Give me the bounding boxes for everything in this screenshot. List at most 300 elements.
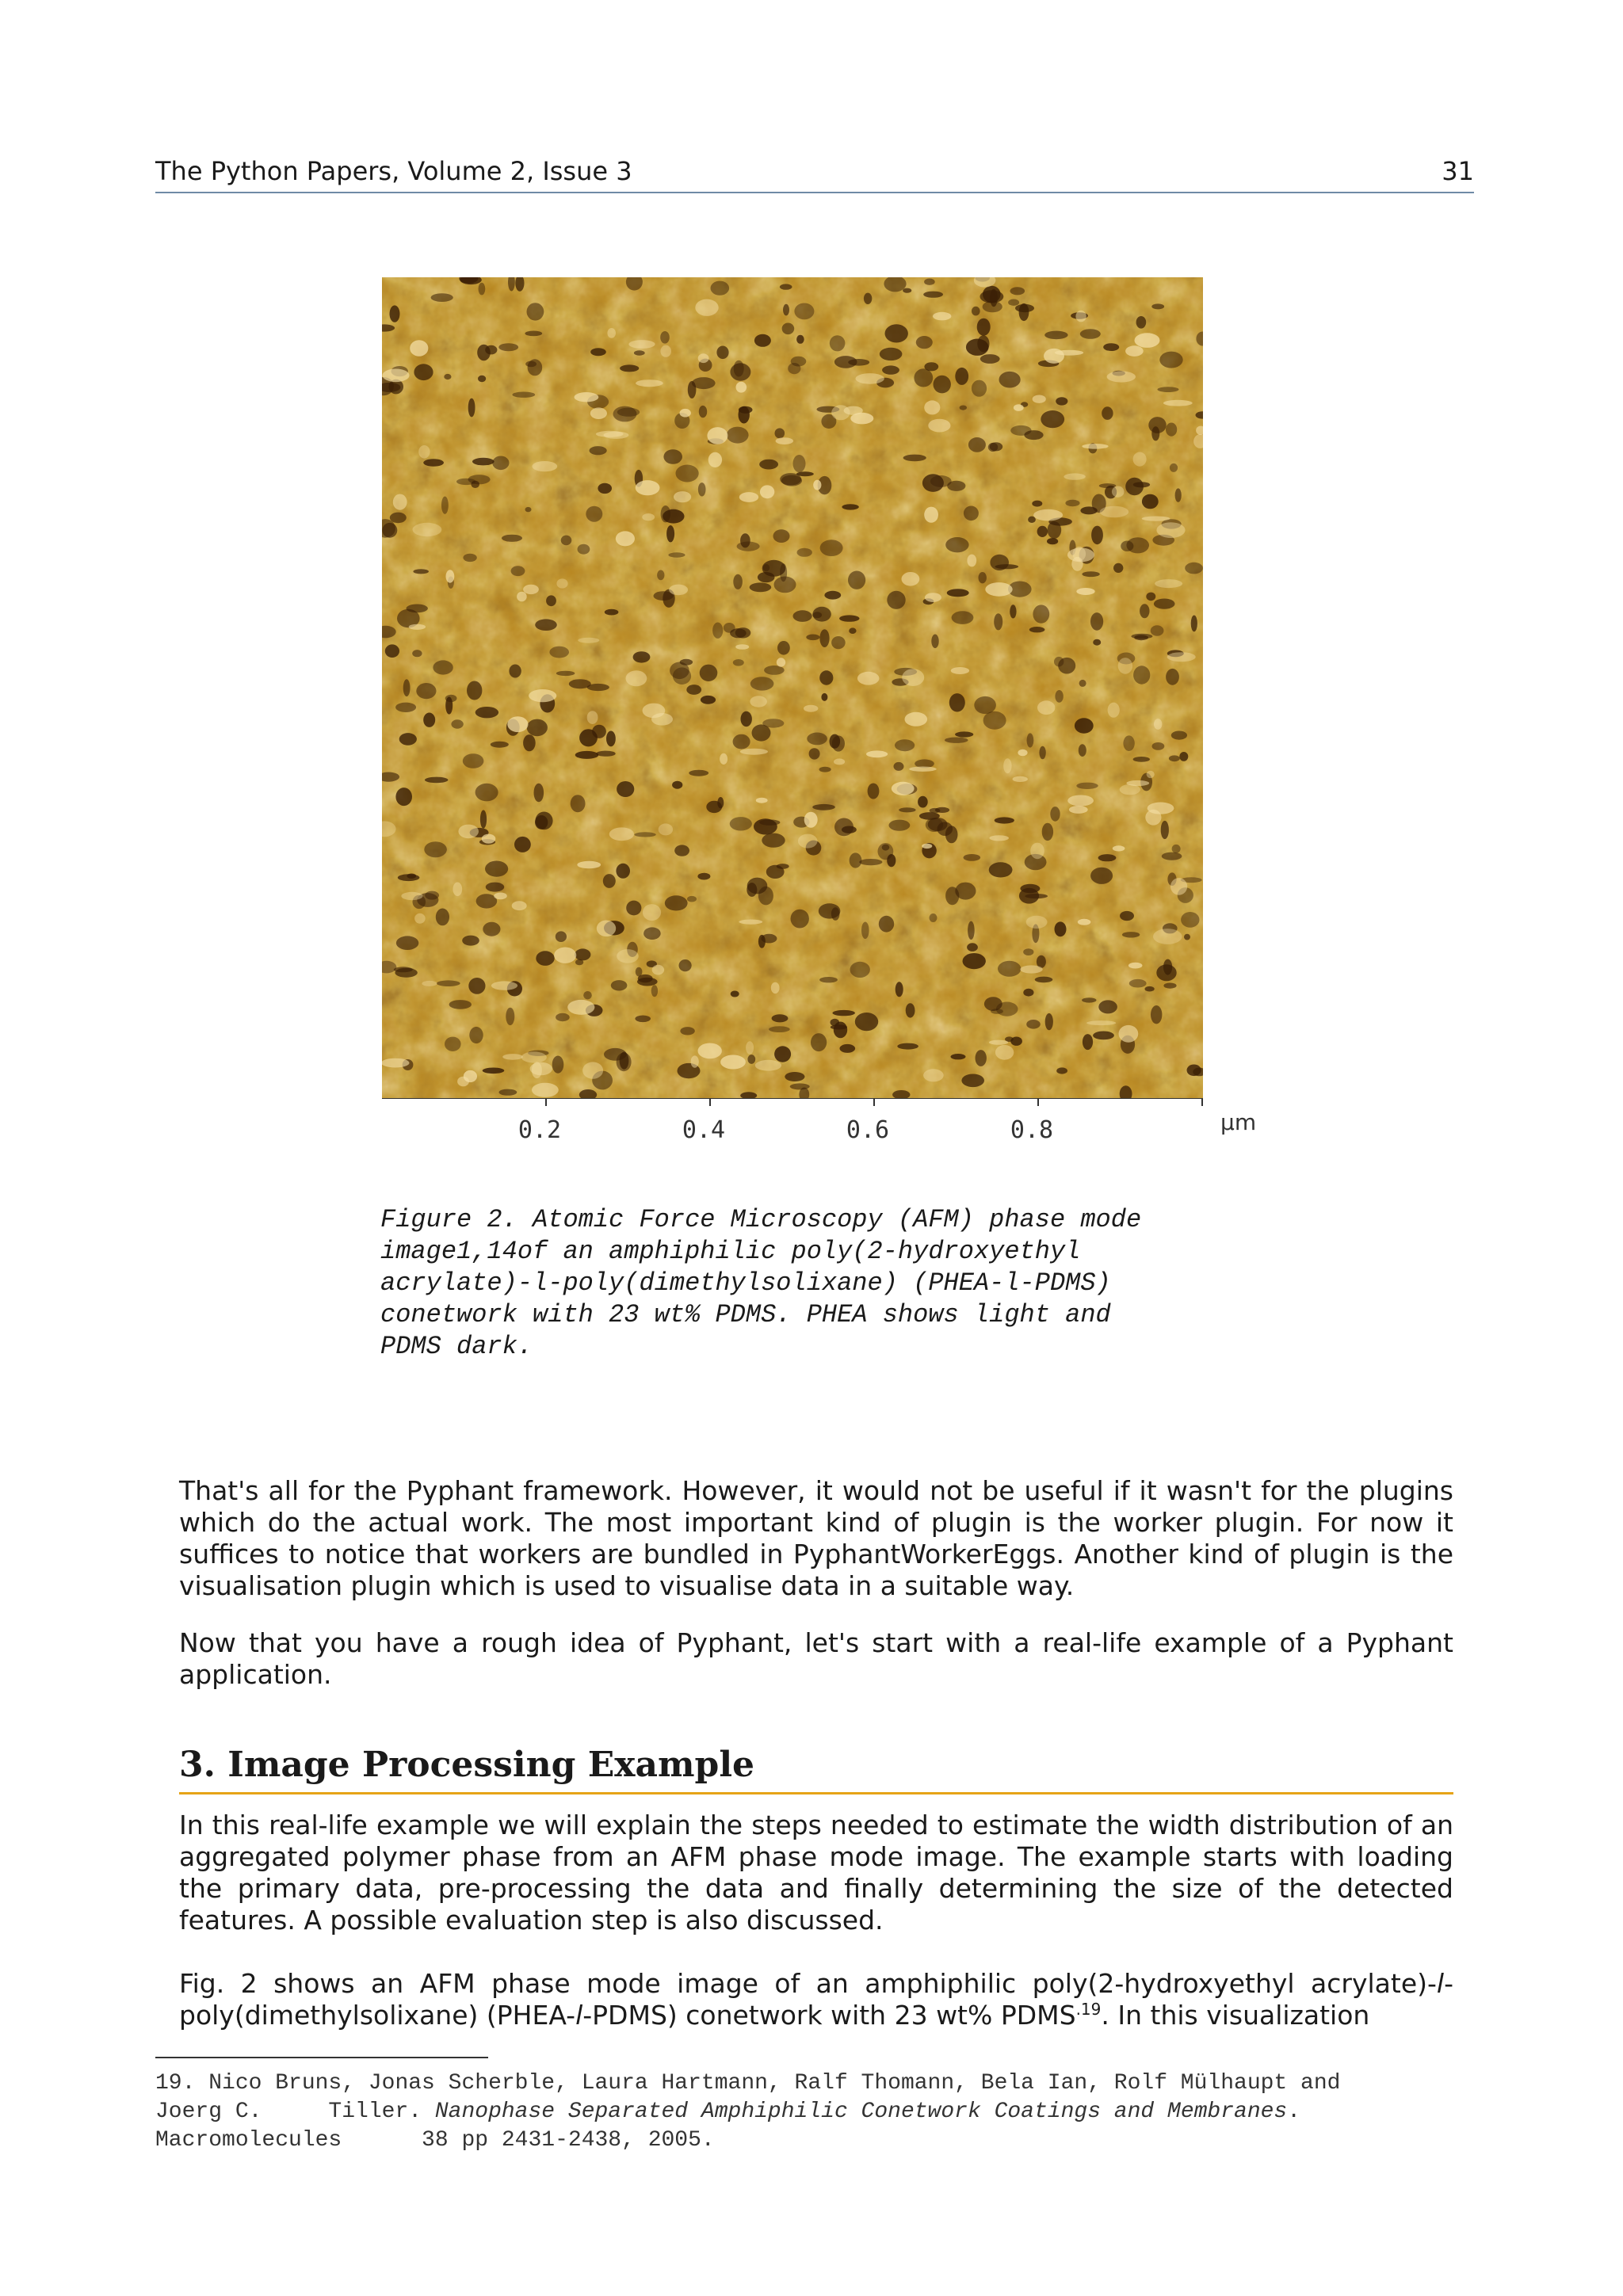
phea-highlight xyxy=(1108,703,1120,718)
pdms-domain xyxy=(661,505,670,522)
running-header xyxy=(155,154,1474,193)
pdms-domain xyxy=(605,609,619,616)
pdms-domain xyxy=(916,336,933,349)
phea-highlight xyxy=(1030,843,1044,860)
pdms-domain xyxy=(924,279,935,285)
phea-highlight xyxy=(410,340,428,357)
phea-highlight xyxy=(1113,845,1125,851)
phea-highlight xyxy=(382,369,409,383)
pdms-domain xyxy=(819,767,831,772)
pdms-domain xyxy=(730,817,752,830)
pdms-domain xyxy=(416,683,436,699)
pdms-domain xyxy=(1023,989,1033,997)
pdms-domain xyxy=(1029,627,1045,632)
phea-highlight xyxy=(652,965,664,975)
pdms-domain xyxy=(914,368,933,387)
pdms-domain xyxy=(1151,1005,1162,1024)
pdms-domain xyxy=(692,377,716,389)
pdms-domain xyxy=(1129,979,1147,988)
pdms-domain xyxy=(1041,410,1064,428)
pdms-domain xyxy=(525,331,542,337)
text-run: . In this visualization xyxy=(1101,2000,1370,2031)
pdms-domain xyxy=(413,569,429,574)
pdms-domain xyxy=(700,665,718,681)
phea-highlight xyxy=(813,480,821,490)
pdms-domain xyxy=(660,331,670,344)
pdms-domain xyxy=(475,784,498,802)
pdms-domain xyxy=(899,807,915,812)
phea-highlight xyxy=(532,461,557,471)
phea-highlight xyxy=(1064,473,1085,479)
pdms-domain xyxy=(976,1050,987,1066)
footnote-ref-19[interactable]: .19 xyxy=(1075,2000,1102,2019)
phea-highlight xyxy=(1055,350,1083,356)
phea-highlight xyxy=(1112,486,1125,498)
pdms-domain xyxy=(839,615,859,621)
phea-highlight xyxy=(924,400,940,414)
phea-highlight xyxy=(604,432,629,439)
pdms-domain xyxy=(534,784,544,803)
phea-highlight xyxy=(798,834,818,849)
pdms-domain xyxy=(849,627,856,634)
pdms-domain xyxy=(741,711,752,727)
pdms-domain xyxy=(864,293,872,304)
phea-highlight xyxy=(909,767,937,772)
pdms-domain xyxy=(590,348,606,356)
phea-highlight xyxy=(507,716,528,732)
pdms-domain xyxy=(1140,604,1149,618)
pdms-domain xyxy=(525,507,532,512)
pdms-domain xyxy=(1023,948,1033,955)
phea-highlight xyxy=(556,578,567,588)
phea-highlight xyxy=(642,513,655,521)
pdms-domain xyxy=(1055,921,1067,936)
pdms-domain xyxy=(536,951,554,966)
pdms-domain xyxy=(571,795,586,812)
pdms-domain xyxy=(1184,934,1190,940)
pdms-domain xyxy=(412,650,422,657)
pdms-domain xyxy=(689,770,708,776)
pdms-domain xyxy=(759,460,778,470)
phea-highlight xyxy=(1133,452,1147,467)
pdms-domain xyxy=(762,719,784,727)
tick-label-0.8: 0.8 xyxy=(1010,1116,1054,1144)
phea-highlight xyxy=(587,711,598,724)
pdms-domain xyxy=(414,364,433,380)
pdms-domain xyxy=(468,399,475,418)
pdms-domain xyxy=(385,644,399,658)
pdms-domain xyxy=(467,681,482,700)
text-run: Fig. 2 shows an AFM phase mode image of an amphiphilic poly(2-hydroxyethyl acrylate)- xyxy=(179,1968,1437,1999)
pdms-domain xyxy=(850,852,862,868)
pdms-domain xyxy=(395,968,417,978)
pdms-domain xyxy=(855,1013,878,1031)
pdms-domain xyxy=(634,832,655,837)
pdms-domain xyxy=(819,629,829,647)
pdms-domain xyxy=(1122,932,1140,937)
phea-highlight xyxy=(804,705,818,712)
pdms-domain xyxy=(972,380,987,397)
pdms-domain xyxy=(1142,494,1159,509)
pdms-domain xyxy=(769,1026,790,1032)
phea-highlight xyxy=(523,585,539,594)
pdms-domain xyxy=(777,864,789,869)
pdms-domain xyxy=(1010,425,1031,436)
afm-texture xyxy=(382,277,1203,1098)
pdms-domain xyxy=(739,406,750,424)
pdms-domain xyxy=(556,671,575,676)
pdms-domain xyxy=(423,713,435,727)
pdms-domain xyxy=(780,284,792,289)
phea-highlight xyxy=(933,312,951,321)
pdms-domain xyxy=(963,953,986,969)
pdms-domain xyxy=(390,305,400,322)
pdms-domain xyxy=(441,497,449,514)
paragraph-framework: That's all for the Pyphant framework. However, it would not be useful if it wasn't for the plugins which do the actual work. The most important kind of plugin is the worker plugin. For now it suffices to notice that workers are bundled in PyphantWorkerEggs. Another kind of plugin is the visualisation plugin which is used to visualise data in a suitable way. xyxy=(179,1475,1453,1601)
pdms-domain xyxy=(396,936,418,950)
pdms-domain xyxy=(782,323,795,335)
pdms-domain xyxy=(861,922,869,940)
pdms-domain xyxy=(676,465,699,482)
pdms-domain xyxy=(1151,303,1164,309)
pdms-domain xyxy=(882,845,890,851)
pdms-domain xyxy=(502,535,522,542)
pdms-domain xyxy=(1026,1020,1041,1029)
phea-highlight xyxy=(494,893,507,900)
phea-highlight xyxy=(923,1069,944,1081)
pdms-domain xyxy=(1102,406,1113,420)
footnote-article-title: Nanophase Separated Amphiphilic Conetwork Coatings and Membranes xyxy=(434,2100,1288,2124)
pdms-domain xyxy=(509,665,521,678)
phea-highlight xyxy=(401,892,422,900)
pdms-domain xyxy=(918,796,928,808)
pdms-domain xyxy=(797,548,812,557)
phea-highlight xyxy=(575,392,599,402)
pdms-domain xyxy=(398,874,420,881)
tick-label-0.6: 0.6 xyxy=(846,1116,890,1144)
pdms-domain xyxy=(1010,605,1016,618)
pdms-domain xyxy=(820,540,843,556)
pdms-domain xyxy=(657,570,664,581)
pdms-domain xyxy=(952,611,974,624)
phea-highlight xyxy=(1067,795,1094,807)
pdms-domain xyxy=(468,475,491,484)
pdms-domain xyxy=(793,455,806,472)
pdms-domain xyxy=(809,748,820,759)
pdms-domain xyxy=(1010,1037,1022,1046)
phea-highlight xyxy=(1125,345,1144,357)
phea-highlight xyxy=(951,667,969,674)
pdms-domain xyxy=(472,458,495,466)
phea-highlight xyxy=(626,670,647,686)
pdms-domain xyxy=(930,808,941,813)
pdms-domain xyxy=(964,854,981,861)
phea-highlight xyxy=(643,904,661,921)
pdms-domain xyxy=(1044,331,1067,340)
pdms-domain xyxy=(1050,807,1060,822)
pdms-domain xyxy=(483,922,500,936)
pdms-domain xyxy=(680,1027,694,1035)
pdms-domain xyxy=(842,504,858,509)
phea-highlight xyxy=(776,437,793,444)
pdms-domain xyxy=(586,506,602,522)
pdms-domain xyxy=(514,837,531,852)
pdms-domain xyxy=(561,536,572,546)
phea-highlight xyxy=(628,340,655,349)
pdms-domain xyxy=(850,962,870,978)
phea-highlight xyxy=(902,572,920,586)
paragraph-example-overview: In this real-life example we will explain the steps needed to estimate the width distribution of an aggregated polymer phase from an AFM phase mode image. The example starts with loading the primary data, pre-processing the data and finally determining the size of the detected features. A possible evaluation step is also discussed. xyxy=(179,1810,1453,1936)
pdms-domain xyxy=(968,437,986,452)
journal-title: The Python Papers, Volume 2, Issue 3 xyxy=(155,156,632,186)
phea-highlight xyxy=(735,644,749,650)
pdms-domain xyxy=(666,525,674,542)
phea-highlight xyxy=(834,758,845,765)
pdms-domain xyxy=(1166,669,1179,685)
pdms-domain xyxy=(777,641,790,655)
pdms-domain xyxy=(791,910,809,929)
afm-phase-image xyxy=(382,277,1203,1098)
pdms-domain xyxy=(733,659,744,666)
pdms-domain xyxy=(512,392,535,398)
phea-highlight xyxy=(418,445,430,459)
pdms-domain xyxy=(483,1068,505,1074)
phea-highlight xyxy=(985,582,1012,597)
pdms-domain xyxy=(1065,500,1079,506)
pdms-domain xyxy=(724,623,735,633)
pdms-domain xyxy=(977,335,989,352)
phea-highlight xyxy=(1142,517,1170,521)
pdms-domain xyxy=(988,443,998,452)
pdms-domain xyxy=(1098,854,1117,861)
pdms-domain xyxy=(1120,911,1134,921)
pdms-domain xyxy=(1055,690,1063,703)
phea-highlight xyxy=(1167,652,1196,662)
pdms-domain xyxy=(1103,343,1119,351)
pdms-domain xyxy=(611,980,628,990)
pdms-domain xyxy=(897,1043,918,1050)
pdms-domain xyxy=(775,428,785,438)
pdms-domain xyxy=(423,459,444,466)
pdms-domain xyxy=(968,921,975,940)
pdms-domain xyxy=(919,812,940,820)
phea-highlight xyxy=(1026,916,1048,929)
footnote-line: Macromolecules 38 pp 2431-2438, 2005. xyxy=(155,2128,715,2153)
pdms-domain xyxy=(451,719,463,728)
pdms-domain xyxy=(437,980,460,986)
pdms-domain xyxy=(903,455,926,462)
pdms-domain xyxy=(575,948,590,960)
pdms-domain xyxy=(806,635,819,641)
phea-highlight xyxy=(925,593,941,602)
pdms-domain xyxy=(879,916,894,933)
pdms-domain xyxy=(990,555,1009,570)
paragraph-intro-example: Now that you have a rough idea of Pyphant, let's start with a real-life example of a Pyphant application. xyxy=(179,1627,1453,1690)
pdms-domain xyxy=(445,695,457,702)
pdms-domain xyxy=(1042,823,1053,841)
axis-unit: µm xyxy=(1220,1109,1257,1135)
footnote-19 xyxy=(155,2069,1503,2155)
pdms-domain xyxy=(964,506,979,521)
pdms-domain xyxy=(733,734,750,749)
pdms-domain xyxy=(807,733,827,746)
pdms-domain xyxy=(616,864,630,879)
pdms-domain xyxy=(527,719,548,737)
pdms-domain xyxy=(791,357,807,367)
phea-highlight xyxy=(1086,1020,1116,1025)
pdms-domain xyxy=(1121,541,1133,551)
phea-highlight xyxy=(739,920,762,925)
pdms-domain xyxy=(643,927,661,940)
pdms-domain xyxy=(1056,1067,1067,1074)
pdms-domain xyxy=(895,739,915,751)
pdms-domain xyxy=(433,660,453,674)
pdms-domain xyxy=(733,574,743,589)
pdms-domain xyxy=(1083,1034,1093,1050)
pdms-domain xyxy=(511,566,525,576)
pdms-domain xyxy=(620,364,639,372)
phea-highlight xyxy=(1170,878,1187,895)
phea-highlight xyxy=(1020,965,1042,973)
phea-highlight xyxy=(1126,780,1149,786)
pdms-domain xyxy=(1082,997,1096,1002)
pdms-domain xyxy=(1136,316,1147,329)
phea-highlight xyxy=(1033,395,1046,403)
pdms-domain xyxy=(1047,538,1058,544)
pdms-domain xyxy=(633,651,651,662)
pdms-domain xyxy=(735,627,751,638)
phea-highlight xyxy=(755,1060,781,1071)
pdms-domain xyxy=(995,817,1014,823)
pdms-domain xyxy=(923,292,943,298)
phea-highlight xyxy=(1013,776,1028,782)
pdms-domain xyxy=(983,301,1002,312)
phea-highlight xyxy=(850,413,873,425)
pdms-domain xyxy=(750,677,774,690)
pdms-domain xyxy=(523,734,536,751)
pdms-domain xyxy=(583,991,592,999)
pdms-domain xyxy=(922,474,944,492)
pdms-domain xyxy=(1079,680,1086,687)
pdms-domain xyxy=(811,1033,827,1051)
italic-l: l xyxy=(1436,1968,1445,1999)
pdms-domain xyxy=(972,307,980,316)
phea-highlight xyxy=(532,1083,559,1097)
phea-highlight xyxy=(636,379,663,387)
pdms-domain xyxy=(998,961,1021,977)
pdms-domain xyxy=(463,554,476,562)
pdms-domain xyxy=(449,1000,472,1009)
phea-highlight xyxy=(616,531,635,546)
pdms-domain xyxy=(906,1003,915,1017)
pdms-domain xyxy=(759,819,780,825)
pdms-domain xyxy=(598,483,612,494)
pdms-domain xyxy=(431,293,453,302)
phea-highlight xyxy=(922,844,932,849)
pdms-domain xyxy=(634,350,645,355)
pdms-domain xyxy=(617,781,634,797)
pdms-domain xyxy=(403,679,411,696)
pdms-domain xyxy=(1075,718,1094,733)
pdms-domain xyxy=(831,636,846,649)
phea-highlight xyxy=(804,812,818,828)
pdms-domain xyxy=(1058,658,1075,674)
pdms-domain xyxy=(758,935,766,948)
phea-highlight xyxy=(414,913,426,924)
pdms-domain xyxy=(606,731,616,747)
phea-highlight xyxy=(382,1058,410,1068)
pdms-domain xyxy=(444,374,451,379)
phea-highlight xyxy=(577,861,601,869)
phea-highlight xyxy=(1037,700,1055,715)
pdms-domain xyxy=(712,623,723,639)
pdms-domain xyxy=(1145,986,1155,992)
pdms-domain xyxy=(830,734,841,749)
footnote-line: . xyxy=(1287,2100,1301,2124)
pdms-domain xyxy=(785,1072,804,1081)
pdms-domain xyxy=(1166,423,1177,437)
pdms-domain xyxy=(1171,731,1187,740)
phea-highlight xyxy=(1156,522,1185,538)
phea-highlight xyxy=(1014,404,1024,411)
phea-highlight xyxy=(1119,1025,1139,1043)
pdms-domain xyxy=(399,733,417,746)
phea-highlight xyxy=(1154,719,1162,730)
pdms-domain xyxy=(716,346,728,360)
pdms-domain xyxy=(592,725,606,738)
pdms-domain xyxy=(463,753,484,769)
pdms-domain xyxy=(535,619,557,631)
phea-highlight xyxy=(1107,371,1136,382)
phea-highlight xyxy=(517,592,527,602)
pdms-domain xyxy=(528,359,543,376)
pdms-domain xyxy=(796,335,804,344)
pdms-domain xyxy=(1151,426,1159,441)
pdms-domain xyxy=(1146,593,1155,601)
phea-highlight xyxy=(902,669,924,686)
phea-highlight xyxy=(512,901,527,910)
pdms-domain xyxy=(390,513,407,524)
phea-highlight xyxy=(756,798,768,803)
pdms-domain xyxy=(663,449,682,464)
footnote-line: 19. Nico Bruns, Jonas Scherble, Laura Hartmann, Ralf Thomann, Bela Ian, Rolf Mülhaupt and xyxy=(155,2071,1341,2096)
phea-highlight xyxy=(720,1055,746,1070)
pdms-domain xyxy=(462,936,479,946)
phea-highlight xyxy=(989,835,1009,841)
pdms-domain xyxy=(945,537,968,552)
pdms-domain xyxy=(781,475,802,486)
pdms-domain xyxy=(774,577,796,593)
pdms-domain xyxy=(569,679,591,688)
pdms-domain xyxy=(819,903,841,918)
pdms-domain xyxy=(896,982,903,997)
phea-highlight xyxy=(529,689,556,702)
phea-highlight xyxy=(458,825,479,839)
phea-highlight xyxy=(1075,311,1086,322)
pdms-domain xyxy=(699,406,707,418)
pdms-domain xyxy=(674,845,689,856)
pdms-domain xyxy=(887,591,905,609)
pdms-domain xyxy=(552,1056,564,1074)
section-heading: 3. Image Processing Example xyxy=(179,1740,1453,1794)
pdms-domain xyxy=(499,1089,517,1096)
pdms-domain xyxy=(549,646,569,658)
pdms-domain xyxy=(961,1074,984,1088)
pdms-domain xyxy=(824,591,841,600)
pdms-domain xyxy=(485,861,508,877)
phea-highlight xyxy=(578,638,599,643)
pdms-domain xyxy=(955,883,976,900)
